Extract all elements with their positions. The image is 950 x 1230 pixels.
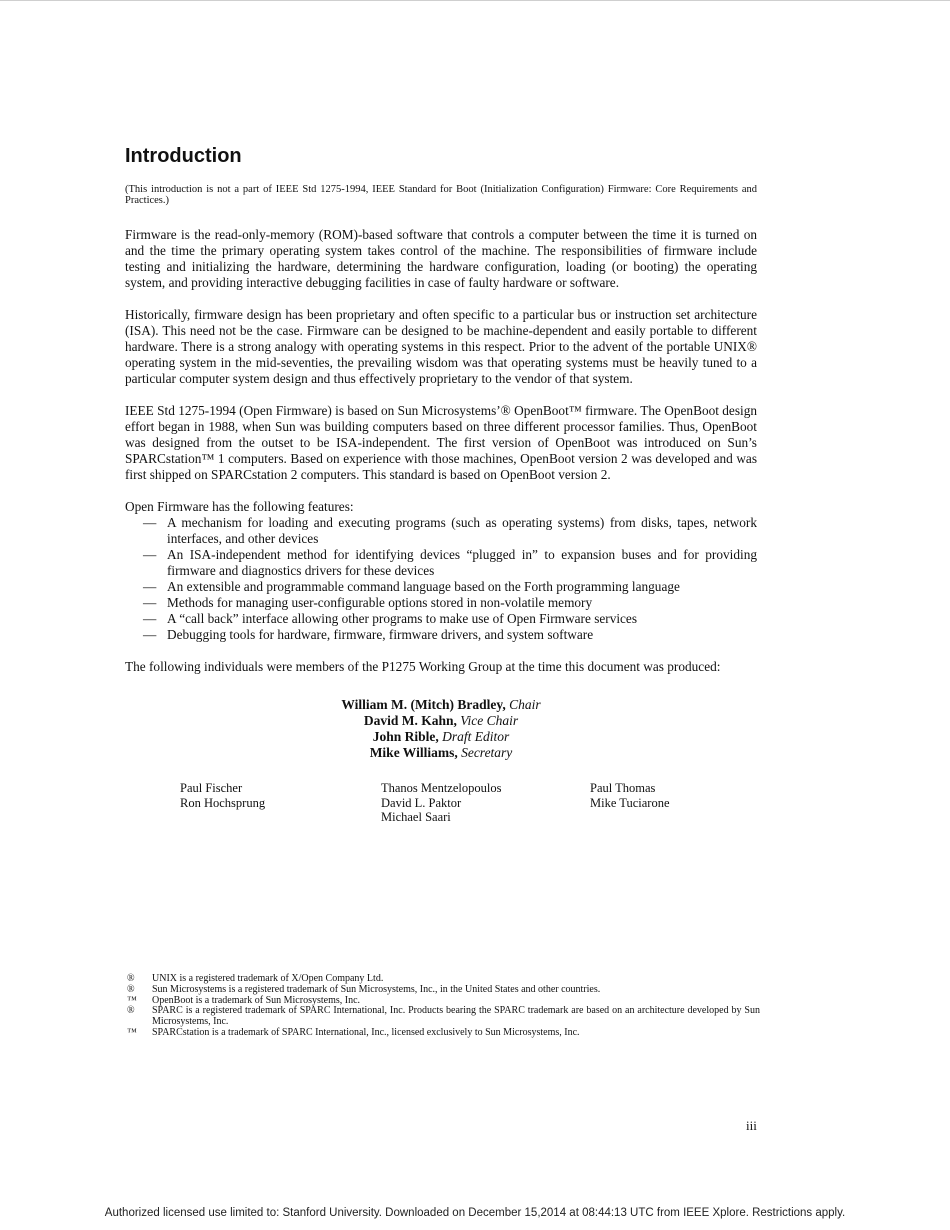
member-name: David L. Paktor	[381, 795, 462, 810]
footnote-text: UNIX is a registered trademark of X/Open Company Ltd.	[152, 973, 384, 984]
members-intro: The following individuals were members of the P1275 Working Group at the time this document was produced:	[125, 659, 721, 674]
trademark-symbol: ®	[127, 973, 135, 984]
dash-bullet: —	[143, 579, 157, 594]
footnote	[127, 1028, 760, 1039]
trademark-symbol: ™	[127, 994, 137, 1006]
feature-text: A “call back” interface allowing other programs to make use of Open Firmware services	[167, 611, 638, 626]
officer-role: Vice Chair	[460, 713, 519, 728]
officer-vice-chair	[125, 713, 757, 729]
officer-draft-editor	[125, 729, 757, 745]
members-column-3	[590, 781, 670, 810]
feature-item	[125, 547, 757, 579]
officer-name: William M. (Mitch) Bradley,	[341, 697, 506, 712]
features-list	[125, 515, 757, 643]
officer-chair	[125, 697, 757, 713]
feature-item	[125, 627, 757, 643]
footnote-text: OpenBoot is a trademark of Sun Microsystems, Inc.	[152, 994, 361, 1006]
paragraph-firmware-definition: Firmware is the read-only-memory (ROM)-based software that controls a computer between the time it is turned on and the time the primary operating system takes control of the machine. The responsibilities of firmware include testing and initializing the hardware, determining the hardware configuration, loading (or booting) the operating system, and providing interactive debugging facilities in case of faulty hardware or software.	[125, 227, 757, 290]
page-number: iii	[746, 1118, 757, 1133]
officer-name: John Rible,	[372, 729, 439, 744]
page-content	[125, 145, 757, 829]
footnote	[127, 1006, 760, 1028]
officer-role: Draft Editor	[442, 729, 510, 744]
officer-name: Mike Williams,	[369, 745, 458, 760]
page-title: Introduction	[125, 145, 242, 167]
member-name: Mike Tuciarone	[590, 795, 670, 810]
introduction-note: (This introduction is not a part of IEEE Std 1275-1994, IEEE Standard for Boot (Initialization Configuration) Firmware: Core Requirements and Practices.)	[125, 184, 757, 206]
members-column-1	[180, 781, 265, 810]
member-name: Paul Thomas	[590, 781, 656, 795]
feature-text: An ISA-independent method for identifying devices “plugged in” to expansion buses and for providing firmware and diagnostics drivers for these devices	[167, 547, 757, 578]
footnote-text: SPARC is a registered trademark of SPARC International, Inc. Products bearing the SPARC trademark are based on an architecture developed by Sun Microsystems, Inc.	[152, 1005, 760, 1028]
officer-role: Secretary	[461, 745, 513, 760]
features-intro: Open Firmware has the following features:	[125, 499, 354, 514]
trademark-symbol: ™	[127, 1026, 137, 1038]
feature-item	[125, 579, 757, 595]
member-name: Ron Hochsprung	[180, 795, 266, 810]
trademark-symbol: ®	[127, 983, 135, 995]
top-border-line	[0, 0, 950, 1]
footnote-text: SPARCstation is a trademark of SPARC International, Inc., licensed exclusively to Sun Microsystems, Inc.	[152, 1026, 580, 1038]
dash-bullet: —	[143, 595, 157, 610]
trademark-symbol: ®	[127, 1005, 135, 1017]
authorized-use-notice: Authorized licensed use limited to: Stanford University. Downloaded on December 15,2014 at 08:44:13 UTC from IEEE Xplore. Restrictions apply.	[104, 1207, 846, 1219]
dash-bullet: —	[143, 547, 157, 562]
officer-name: David M. Kahn,	[363, 713, 457, 728]
member-name: Paul Fischer	[180, 781, 243, 795]
members-column-2	[381, 781, 501, 825]
paragraph-history: Historically, firmware design has been proprietary and often specific to a particular bus or instruction set architecture (ISA). This need not be the case. Firmware can be designed to be machine-dependent and easily portable to different hardware. There is a strong analogy with operating systems in this respect. Prior to the advent of the portable UNIX® operating system in the mid-seventies, the prevailing wisdom was that operating systems must be heavily tuned to a particular computer system design and thus effectively proprietary to the vendor of that system.	[125, 307, 757, 386]
feature-item	[125, 611, 757, 627]
trademark-footnotes	[127, 974, 760, 1039]
officer-secretary	[125, 745, 757, 761]
feature-item	[125, 595, 757, 611]
dash-bullet: —	[143, 515, 157, 530]
officers-list	[125, 697, 757, 761]
feature-text: A mechanism for loading and executing programs (such as operating systems) from disks, tapes, network interfaces, and other devices	[167, 515, 757, 546]
member-name: Michael Saari	[381, 810, 451, 824]
paragraph-openboot: IEEE Std 1275-1994 (Open Firmware) is based on Sun Microsystems’® OpenBoot™ firmware. The OpenBoot design effort began in 1988, when Sun was building computers based on three different processor families. Thus, OpenBoot was designed from the outset to be ISA-independent. The first version of OpenBoot was introduced on Sun’s SPARCstation™ 1 computers. Based on experience with those machines, OpenBoot version 2 was developed and was first shipped on SPARCstation 2 computers. This standard is based on OpenBoot version 2.	[125, 403, 757, 482]
members-list	[125, 781, 757, 829]
feature-item	[125, 515, 757, 547]
footnote-text: Sun Microsystems is a registered trademark of Sun Microsystems, Inc., in the United States and other countries.	[152, 983, 601, 995]
dash-bullet: —	[143, 611, 157, 626]
member-name: Thanos Mentzelopoulos	[381, 781, 502, 795]
feature-text: Methods for managing user-configurable options stored in non-volatile memory	[167, 595, 593, 610]
officer-role: Chair	[509, 697, 541, 712]
dash-bullet: —	[143, 627, 157, 642]
feature-text: Debugging tools for hardware, firmware, firmware drivers, and system software	[167, 627, 594, 642]
feature-text: An extensible and programmable command language based on the Forth programming language	[167, 579, 680, 594]
